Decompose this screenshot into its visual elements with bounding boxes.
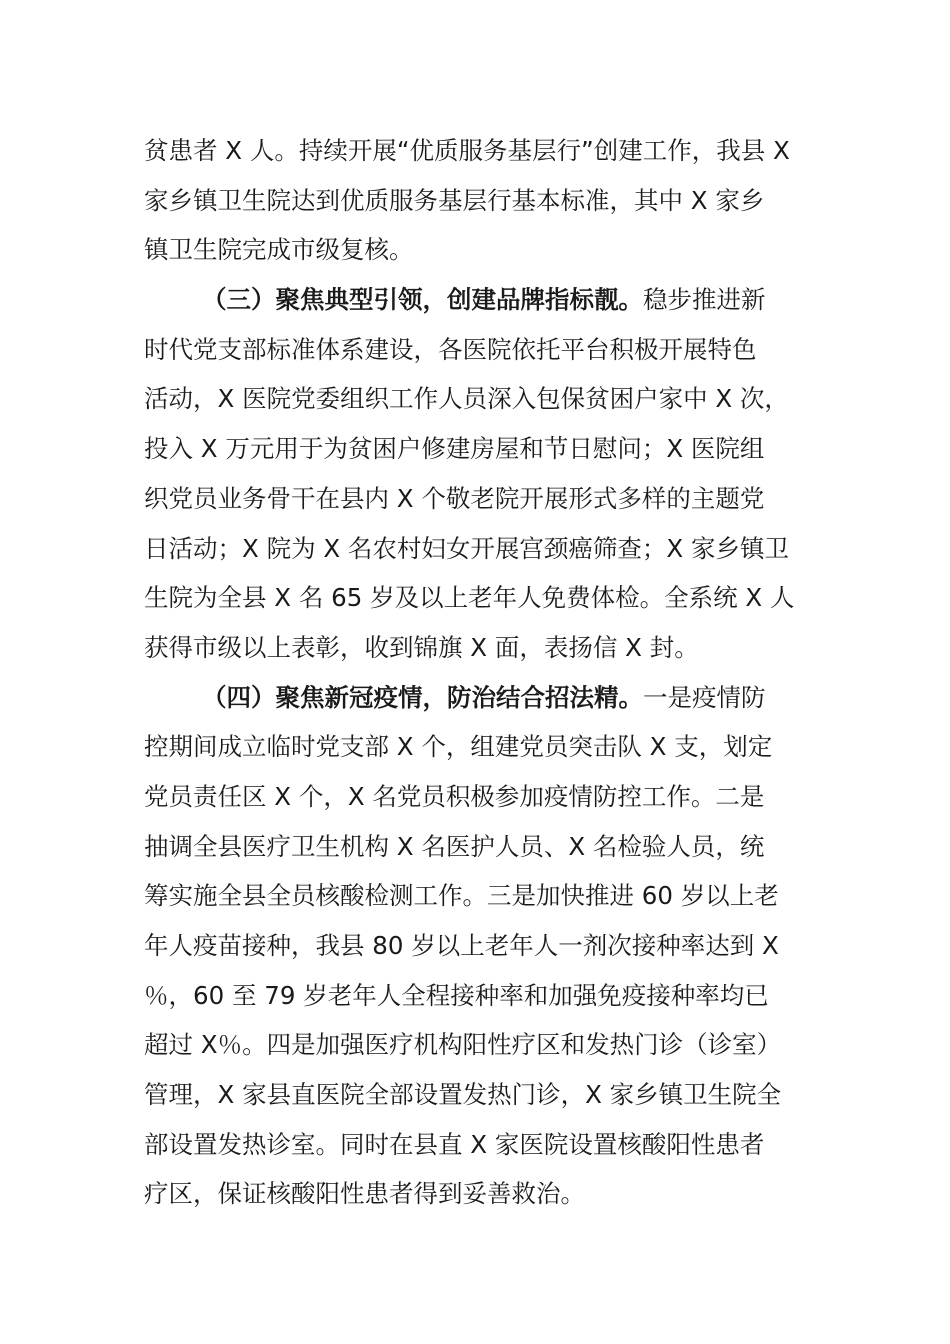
text-line: 抽调全县医疗卫生机构 X 名医护人员、X 名检验人员，统 <box>144 831 765 861</box>
text-line: 党员责任区 X 个，X 名党员积极参加疫情防控工作。二是 <box>144 781 765 811</box>
text-line: 部设置发热诊室。同时在县直 X 家医院设置核酸阳性患者 <box>144 1129 765 1159</box>
document-body <box>144 126 834 1219</box>
paragraph-brand-building <box>144 275 834 673</box>
text-run: 稳步推进新 <box>643 285 766 315</box>
text-line: 日活动；X 院为 X 名农村妇女开展宫颈癌筛查；X 家乡镇卫 <box>144 533 790 563</box>
text-line: 管理，X 家县直医院全部设置发热门诊，X 家乡镇卫生院全 <box>144 1080 782 1110</box>
text-line: 超过 X％。四是加强医疗机构阳性疗区和发热门诊（诊室） <box>144 1030 782 1060</box>
paragraph-poverty-service <box>144 126 834 275</box>
paragraph-covid-response <box>144 673 834 1220</box>
text-line: 时代党支部标准体系建设，各医院依托平台积极开展特色 <box>144 334 757 364</box>
text-line: 镇卫生院完成市级复核。 <box>144 235 414 265</box>
text-line: 贫患者 X 人。持续开展“优质服务基层行”创建工作，我县 X <box>144 136 790 165</box>
section-heading-three: （三）聚焦典型引领，创建品牌指标靓。 <box>202 285 643 315</box>
text-run: 一是疫情防 <box>643 682 766 712</box>
text-line: 获得市级以上表彰，收到锦旗 X 面，表扬信 X 封。 <box>144 632 699 662</box>
text-line: 活动，X 医院党委组织工作人员深入包保贫困户家中 X 次， <box>144 384 789 414</box>
text-line: 筹实施全县全员核酸检测工作。三是加快推进 60 岁以上老 <box>144 881 779 911</box>
text-line: ％，60 至 79 岁老年人全程接种率和加强免疫接种率均已 <box>144 980 769 1010</box>
section-heading-four: （四）聚焦新冠疫情，防治结合招法精。 <box>202 682 643 712</box>
text-line: 家乡镇卫生院达到优质服务基层行基本标准，其中 X 家乡 <box>144 185 765 215</box>
text-line: 疗区，保证核酸阳性患者得到妥善救治。 <box>144 1179 585 1209</box>
text-line: 年人疫苗接种，我县 80 岁以上老年人一剂次接种率达到 X <box>144 931 779 960</box>
text-line: 投入 X 万元用于为贫困户修建房屋和节日慰问；X 医院组 <box>144 434 765 464</box>
first-line <box>144 275 834 325</box>
text-line: 控期间成立临时党支部 X 个，组建党员突击队 X 支，划定 <box>144 732 773 762</box>
first-line <box>144 673 834 723</box>
text-line: 生院为全县 X 名 65 岁及以上老年人免费体检。全系统 X 人 <box>144 583 795 613</box>
text-line: 织党员业务骨干在县内 X 个敬老院开展形式多样的主题党 <box>144 483 765 513</box>
